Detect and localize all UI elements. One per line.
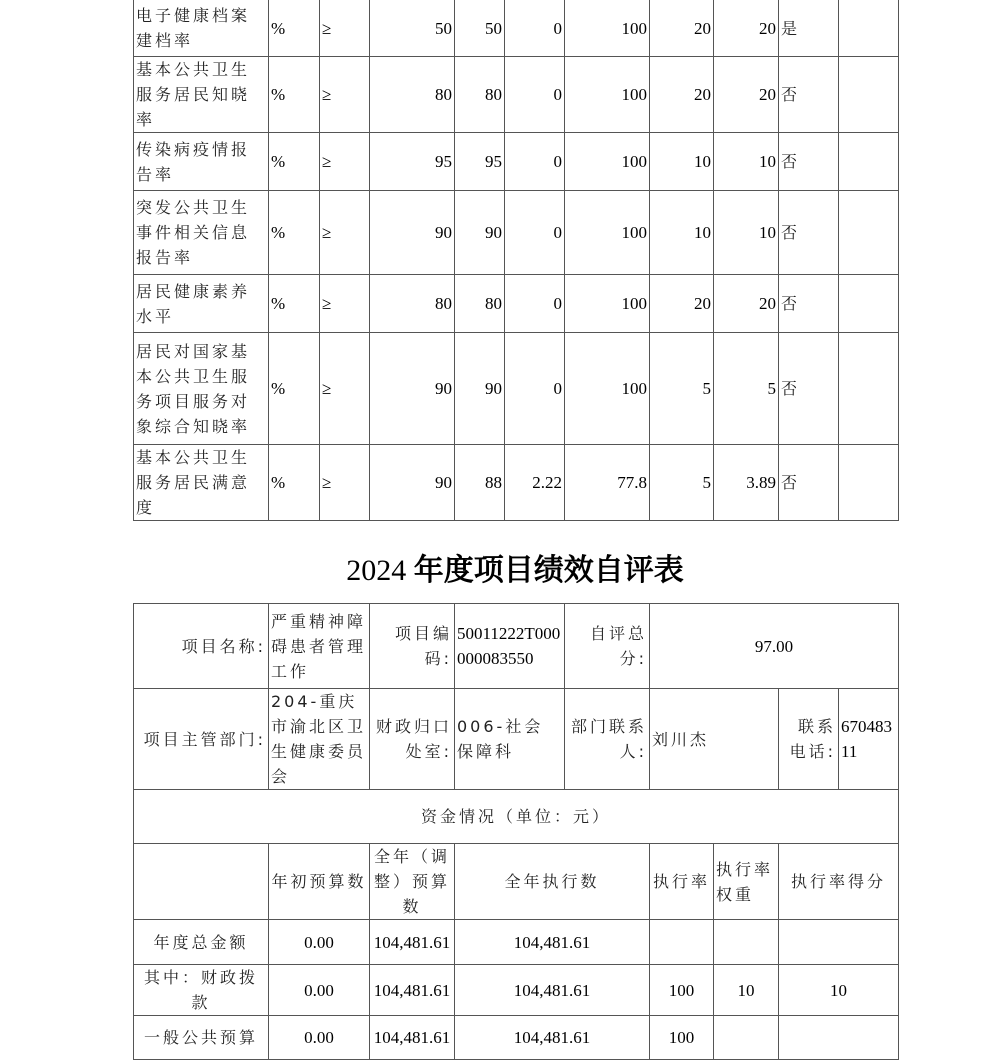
indicator-weight: 10 — [650, 191, 714, 275]
indicator-score: 10 — [714, 191, 779, 275]
dept-label: 项目主管部门: — [134, 689, 269, 790]
indicator-flag: 否 — [779, 191, 839, 275]
funds-rate: 100 — [650, 1016, 714, 1060]
indicator-rate: 100 — [565, 333, 650, 445]
indicator-actual: 50 — [455, 0, 505, 57]
indicator-row — [134, 275, 899, 333]
funds-header-executed: 全年执行数 — [455, 844, 650, 920]
indicator-name: 居民对国家基本公共卫生服务项目服务对象综合知晓率 — [134, 333, 269, 445]
indicator-rate: 77.8 — [565, 445, 650, 521]
indicator-row — [134, 333, 899, 445]
indicator-flag: 否 — [779, 133, 839, 191]
total-score-value: 97.00 — [650, 604, 899, 689]
phone-value: 67048311 — [839, 689, 899, 790]
indicator-target: 95 — [370, 133, 455, 191]
funds-weight — [714, 1016, 779, 1060]
indicator-score: 3.89 — [714, 445, 779, 521]
funds-weight — [714, 920, 779, 965]
funds-adjusted: 104,481.61 — [370, 965, 455, 1016]
indicator-note — [839, 275, 899, 333]
indicator-target: 90 — [370, 445, 455, 521]
indicator-name: 突发公共卫生事件相关信息报告率 — [134, 191, 269, 275]
indicator-note — [839, 445, 899, 521]
project-code-label: 项目编码: — [370, 604, 455, 689]
title-year: 2024 — [346, 554, 407, 587]
finance-label: 财政归口处室: — [370, 689, 455, 790]
funds-header-initial: 年初预算数 — [269, 844, 370, 920]
indicator-deviation: 0 — [505, 133, 565, 191]
score-label: 自评总分: — [565, 604, 650, 689]
indicator-target: 90 — [370, 191, 455, 275]
indicator-note — [839, 191, 899, 275]
indicator-deviation: 0 — [505, 333, 565, 445]
indicator-flag: 否 — [779, 445, 839, 521]
indicator-deviation: 0 — [505, 0, 565, 57]
funds-row — [134, 1016, 899, 1060]
indicator-operator: ≥ — [320, 133, 370, 191]
indicator-deviation: 2.22 — [505, 445, 565, 521]
funds-header-score: 执行率得分 — [779, 844, 899, 920]
funds-initial: 0.00 — [269, 965, 370, 1016]
funds-header-adjusted: 全年（调整）预算数 — [370, 844, 455, 920]
indicator-operator: ≥ — [320, 191, 370, 275]
funds-header-rate: 执行率 — [650, 844, 714, 920]
funds-section-title: 资金情况（单位：元） — [134, 790, 899, 844]
project-name-value: 严重精神障碍患者管理工作 — [269, 604, 370, 689]
indicator-score: 20 — [714, 57, 779, 133]
indicator-name: 传染病疫情报告率 — [134, 133, 269, 191]
indicator-operator: ≥ — [320, 275, 370, 333]
indicator-rate: 100 — [565, 0, 650, 57]
indicator-row — [134, 0, 899, 57]
indicator-flag: 否 — [779, 275, 839, 333]
funds-row-label: 一般公共预算 — [134, 1016, 269, 1060]
indicator-note — [839, 0, 899, 57]
funds-row-label: 其中：财政拨款 — [134, 965, 269, 1016]
phone-label: 联系电话: — [779, 689, 839, 790]
indicator-target: 50 — [370, 0, 455, 57]
indicator-score: 5 — [714, 333, 779, 445]
funds-score: 10 — [779, 965, 899, 1016]
indicator-score: 20 — [714, 275, 779, 333]
indicator-deviation: 0 — [505, 191, 565, 275]
indicator-weight: 20 — [650, 57, 714, 133]
indicator-unit: % — [269, 133, 320, 191]
indicator-actual: 90 — [455, 191, 505, 275]
indicator-weight: 5 — [650, 333, 714, 445]
indicator-note — [839, 333, 899, 445]
finance-value: 006-社会保障科 — [455, 689, 565, 790]
funds-adjusted: 104,481.61 — [370, 920, 455, 965]
indicator-row — [134, 133, 899, 191]
indicator-operator: ≥ — [320, 0, 370, 57]
funds-header-blank — [134, 844, 269, 920]
indicator-flag: 是 — [779, 0, 839, 57]
indicator-rate: 100 — [565, 133, 650, 191]
funds-header-weight: 执行率权重 — [714, 844, 779, 920]
project-info-table — [133, 603, 899, 1060]
dept-value: 204-重庆市渝北区卫生健康委员会 — [269, 689, 370, 790]
title-text: 年度项目绩效自评表 — [413, 554, 684, 587]
funds-executed: 104,481.61 — [455, 965, 650, 1016]
indicator-actual: 80 — [455, 57, 505, 133]
indicator-name: 电子健康档案建档率 — [134, 0, 269, 57]
indicator-rate: 100 — [565, 191, 650, 275]
indicator-weight: 20 — [650, 0, 714, 57]
indicator-name: 居民健康素养水平 — [134, 275, 269, 333]
indicator-note — [839, 133, 899, 191]
indicator-table — [133, 0, 899, 521]
contact-value: 刘川杰 — [650, 689, 779, 790]
indicator-note — [839, 57, 899, 133]
funds-rate — [650, 920, 714, 965]
indicator-target: 80 — [370, 275, 455, 333]
indicator-name: 基本公共卫生服务居民满意度 — [134, 445, 269, 521]
indicator-operator: ≥ — [320, 445, 370, 521]
funds-initial: 0.00 — [269, 920, 370, 965]
indicator-row — [134, 57, 899, 133]
indicator-score: 10 — [714, 133, 779, 191]
project-name-label: 项目名称: — [134, 604, 269, 689]
funds-rate: 100 — [650, 965, 714, 1016]
indicator-weight: 20 — [650, 275, 714, 333]
indicator-flag: 否 — [779, 57, 839, 133]
indicator-unit: % — [269, 333, 320, 445]
indicator-unit: % — [269, 0, 320, 57]
indicator-unit: % — [269, 445, 320, 521]
indicator-unit: % — [269, 275, 320, 333]
indicator-actual: 80 — [455, 275, 505, 333]
indicator-target: 90 — [370, 333, 455, 445]
page-title — [0, 545, 1000, 589]
indicator-deviation: 0 — [505, 57, 565, 133]
indicator-weight: 10 — [650, 133, 714, 191]
indicator-actual: 90 — [455, 333, 505, 445]
indicator-unit: % — [269, 57, 320, 133]
funds-executed: 104,481.61 — [455, 920, 650, 965]
funds-initial: 0.00 — [269, 1016, 370, 1060]
indicator-operator: ≥ — [320, 333, 370, 445]
indicator-row — [134, 445, 899, 521]
indicator-name: 基本公共卫生服务居民知晓率 — [134, 57, 269, 133]
indicator-deviation: 0 — [505, 275, 565, 333]
indicator-operator: ≥ — [320, 57, 370, 133]
indicator-weight: 5 — [650, 445, 714, 521]
funds-score — [779, 920, 899, 965]
indicator-target: 80 — [370, 57, 455, 133]
indicator-unit: % — [269, 191, 320, 275]
indicator-rate: 100 — [565, 57, 650, 133]
funds-adjusted: 104,481.61 — [370, 1016, 455, 1060]
funds-executed: 104,481.61 — [455, 1016, 650, 1060]
indicator-score: 20 — [714, 0, 779, 57]
contact-label: 部门联系人: — [565, 689, 650, 790]
indicator-flag: 否 — [779, 333, 839, 445]
funds-row — [134, 965, 899, 1016]
funds-score — [779, 1016, 899, 1060]
indicator-actual: 95 — [455, 133, 505, 191]
indicator-actual: 88 — [455, 445, 505, 521]
funds-row-label: 年度总金额 — [134, 920, 269, 965]
indicator-row — [134, 191, 899, 275]
project-code-value: 50011222T000000083550 — [455, 604, 565, 689]
indicator-rate: 100 — [565, 275, 650, 333]
funds-weight: 10 — [714, 965, 779, 1016]
funds-row — [134, 920, 899, 965]
